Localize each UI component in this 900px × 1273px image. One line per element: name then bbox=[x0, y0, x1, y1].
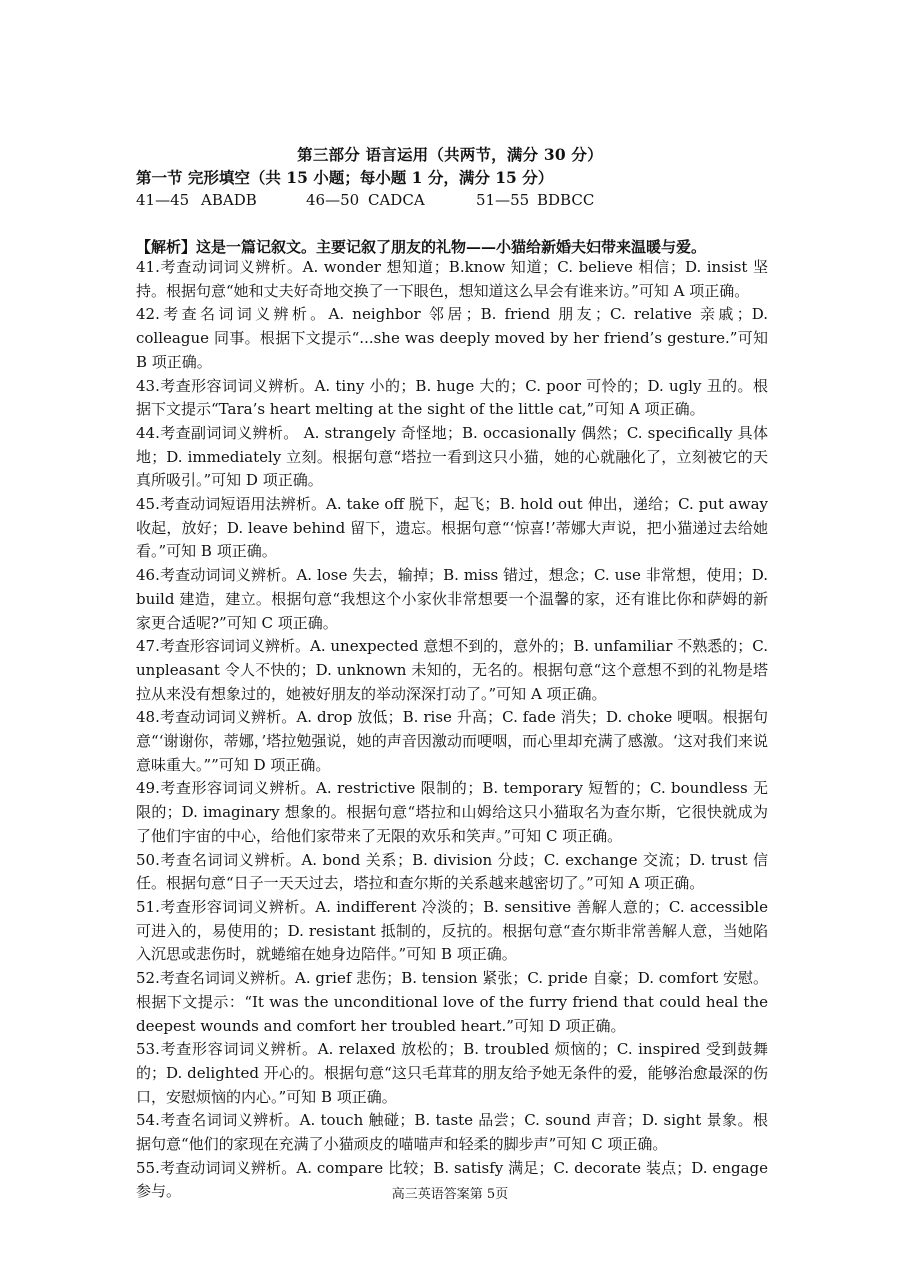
explanation-item-55: 55.考查动词词义辨析。A. compare 比较；B. satisfy 满足；C. decorate 装点；D. engage 参与。 bbox=[136, 1158, 768, 1201]
explanation-item-44: 44.考查副词词义辨析。 A. strangely 奇怪地；B. occasionally 偶然；C. specifically 具体地；D. immediately 立刻。根据句意“塔拉一看到这只小猫，她的心就融化了，立刻被它的天真所吸引。”可知 D 项正确。 bbox=[136, 423, 768, 490]
explanation-item-49: 49.考查形容词词义辨析。A. restrictive 限制的；B. temporary 短暂的；C. boundless 无限的；D. imaginary 想象的。根据句意“塔拉和山姆给这只小猫取名为查尔斯，它很快就成为了他们宇宙的中心，给他们家带来了无限的欢乐和笑声。”可知 C 项正确。 bbox=[136, 779, 768, 845]
explanation-item-42: 42.考查名词词义辨析。A. neighbor 邻居；B. friend 朋友；C. relative 亲戚；D. colleague 同事。根据下文提示“...she was deeply moved by her friend’s gesture.”可知 B 项正确。 bbox=[136, 305, 768, 371]
answer-keys-3: BDBCC bbox=[537, 191, 595, 209]
explanation-item-45: 45.考查动词短语用法辨析。A. take off 脱下，起飞；B. hold out 伸出，递给；C. put away 收起，放好；D. leave behind 留下，遗忘。根据句意“‘惊喜!’蒂娜大声说，把小猫递过去给她看。”可知 B 项正确。 bbox=[136, 495, 768, 561]
page-footer: 高三英语答案第 5页 bbox=[391, 1187, 509, 1202]
explanation-item-54: 54.考查名词词义辨析。A. touch 触碰；B. taste 品尝；C. sound 声音；D. sight 景象。根据句意“他们的家现在充满了小猫顽皮的喵喵声和轻柔的脚步声”可知 C 项正确。 bbox=[136, 1111, 768, 1154]
explanation-item-48: 48.考查动词词义辨析。A. drop 放低；B. rise 升高；C. fade 消失；D. choke 哽咽。根据句意“‘谢谢你，蒂娜，’塔拉勉强说，她的声音因激动而哽咽，而心里却充满了感激。‘这对我们来说意味重大。””可知 D 项正确。 bbox=[136, 708, 768, 774]
part-title: 第三部分 语言运用（共两节，满分 30 分） bbox=[297, 145, 603, 164]
explanation-list bbox=[136, 256, 768, 1204]
explanation-item-53: 53.考查形容词词义辨析。A. relaxed 放松的；B. troubled 烦恼的；C. inspired 受到鼓舞的；D. delighted 开心的。根据句意“这只毛茸茸的朋友给予她无条件的爱，能够治愈最深的伤口，安慰烦恼的内心。”可知 B 项正确。 bbox=[136, 1040, 768, 1106]
explanation-item-46: 46.考查动词词义辨析。A. lose 失去，输掉；B. miss 错过，想念；C. use 非常想，使用；D. build 建造，建立。根据句意“我想这个小家伙非常想要一个温馨的家，还有谁比你和萨姆的新家更合适呢?”可知 C 项正确。 bbox=[136, 566, 768, 632]
section-title: 第一节 完形填空（共 15 小题；每小题 1 分，满分 15 分） bbox=[136, 168, 554, 187]
answer-range-2: 46—50 bbox=[306, 191, 360, 209]
answer-keys-2: CADCA bbox=[368, 191, 425, 209]
answer-range-3: 51—55 bbox=[476, 191, 530, 209]
explanation-item-43: 43.考查形容词词义辨析。A. tiny 小的；B. huge 大的；C. poor 可怜的；D. ugly 丑的。根据下文提示“Tara’s heart melting at the sight of the little cat,”可知 A 项正确。 bbox=[136, 376, 768, 419]
explanation-item-47: 47.考查形容词词义辨析。A. unexpected 意想不到的，意外的；B. unfamiliar 不熟悉的；C. unpleasant 令人不快的；D. unknown 未知的，无名的。根据句意“这个意想不到的礼物是塔拉从来没有想象过的，她被好朋友的举动深深打动了。”可知 A 项正确。 bbox=[136, 637, 768, 703]
explanation-item-41: 41.考查动词词义辨析。A. wonder 想知道；B.know 知道；C. believe 相信；D. insist 坚持。根据句意“她和丈夫好奇地交换了一下眼色，想知道这么早会有谁来访。”可知 A 项正确。 bbox=[136, 258, 768, 300]
explanation-item-50: 50.考查名词词义辨析。A. bond 关系；B. division 分歧；C. exchange 交流；D. trust 信任。根据句意“日子一天天过去，塔拉和查尔斯的关系越来越密切了。”可知 A 项正确。 bbox=[136, 850, 768, 893]
explanation-item-51: 51.考查形容词词义辨析。A. indifferent 冷淡的；B. sensitive 善解人意的；C. accessible 可进入的，易使用的；D. resistant 抵制的，反抗的。根据句意“查尔斯非常善解人意，当她陷入沉思或悲伤时，就蜷缩在她身边陪伴。”可知 B 项正确。 bbox=[136, 897, 768, 964]
analysis-heading: 【解析】这是一篇记叙文。主要记叙了朋友的礼物——小猫给新婚夫妇带来温暖与爱。 bbox=[136, 238, 707, 256]
answer-keys-1: ABADB bbox=[201, 191, 257, 209]
explanation-item-52: 52.考查名词词义辨析。A. grief 悲伤；B. tension 紧张；C. pride 自豪；D. comfort 安慰。根据下文提示：“It was the unconditional love of the furry friend that could heal the deepest wounds and comfort her troubled heart.”可知 D 项正确。 bbox=[136, 969, 768, 1035]
answer-range-1: 41—45 bbox=[136, 191, 190, 209]
